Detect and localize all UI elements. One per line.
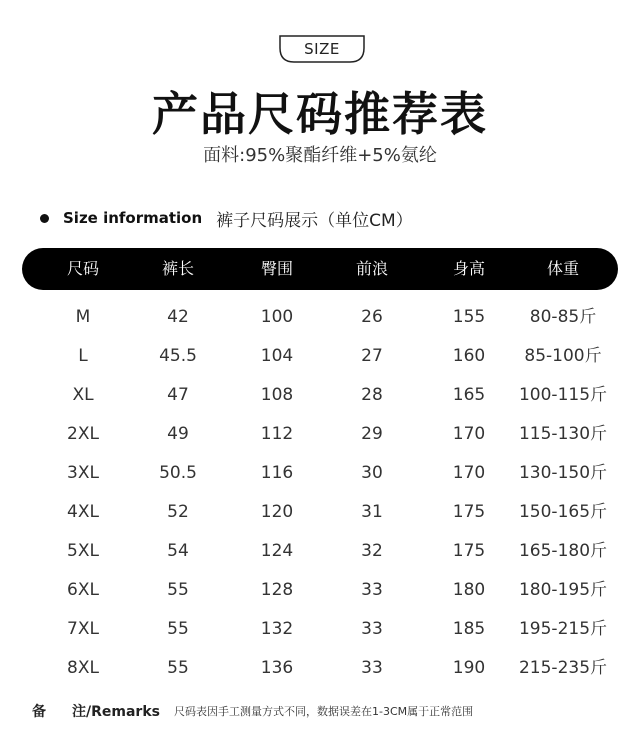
remarks	[32, 700, 473, 722]
size-table-header	[22, 248, 618, 290]
table-row	[0, 610, 640, 649]
table-row	[0, 493, 640, 532]
table-cell: 3XL	[67, 463, 99, 483]
table-cell: 33	[361, 580, 383, 600]
table-cell: 132	[260, 619, 294, 639]
table-header-cell: 臀围	[260, 259, 293, 278]
table-row	[0, 454, 640, 493]
size-tab-label: SIZE	[304, 40, 340, 58]
table-cell: 33	[361, 658, 383, 678]
table-cell: L	[78, 346, 88, 366]
table-cell: 136	[260, 658, 294, 678]
size-info-heading	[40, 206, 413, 230]
table-cell: 170	[452, 424, 486, 444]
table-header-cell: 裤长	[161, 259, 194, 278]
table-cell: 190	[452, 658, 486, 678]
table-cell: 2XL	[67, 424, 99, 444]
table-cell: 52	[167, 502, 189, 522]
table-cell: 112	[260, 424, 294, 444]
table-cell: 180-195斤	[518, 580, 608, 600]
table-cell: 165-180斤	[518, 541, 608, 561]
fabric-composition: 面料:95%聚酯纤维+5%氨纶	[203, 145, 437, 166]
table-cell: 150-165斤	[518, 502, 608, 522]
bullet-dot-icon	[40, 214, 49, 223]
table-cell: 115-130斤	[518, 424, 608, 444]
table-cell: 26	[361, 307, 383, 327]
table-cell: 104	[260, 346, 294, 366]
remarks-note: 尺码表因手工测量方式不同，数据误差在1-3CM属于正常范围	[173, 705, 474, 718]
table-cell: 28	[361, 385, 383, 405]
table-row	[0, 415, 640, 454]
table-cell: 50.5	[159, 463, 197, 483]
size-info-label-cn: 裤子尺码展示（单位CM）	[216, 210, 413, 231]
table-cell: XL	[72, 385, 94, 405]
table-cell: 100	[260, 307, 294, 327]
table-cell: 47	[167, 385, 189, 405]
table-cell: 120	[260, 502, 294, 522]
table-cell: 155	[452, 307, 486, 327]
page-title: 产品尺码推荐表	[152, 87, 488, 141]
table-cell: 31	[361, 502, 383, 522]
table-cell: 108	[260, 385, 294, 405]
table-cell: 185	[452, 619, 486, 639]
table-cell: 175	[452, 541, 486, 561]
table-cell: 4XL	[67, 502, 99, 522]
table-cell: 130-150斤	[518, 463, 608, 483]
size-info-label-en: Size information	[63, 209, 203, 227]
table-cell: 55	[167, 580, 189, 600]
table-row	[0, 337, 640, 376]
table-header-cell: 尺码	[66, 259, 99, 278]
table-cell: M	[75, 307, 91, 327]
table-cell: 100-115斤	[518, 385, 608, 405]
remarks-label-1: 备	[32, 704, 46, 720]
table-cell: 160	[452, 346, 486, 366]
table-cell: 85-100斤	[524, 346, 602, 366]
table-cell: 116	[260, 463, 294, 483]
table-row	[0, 298, 640, 337]
table-cell: 30	[361, 463, 383, 483]
table-cell: 42	[167, 307, 189, 327]
table-cell: 215-235斤	[518, 658, 608, 678]
table-cell: 8XL	[67, 658, 99, 678]
table-cell: 7XL	[67, 619, 99, 639]
table-row	[0, 649, 640, 688]
table-row	[0, 532, 640, 571]
remarks-label-2: 注/Remarks	[72, 704, 160, 720]
table-cell: 49	[167, 424, 189, 444]
table-cell: 29	[361, 424, 383, 444]
table-cell: 128	[260, 580, 294, 600]
table-header-cell: 前浪	[355, 259, 388, 278]
table-cell: 6XL	[67, 580, 99, 600]
table-cell: 170	[452, 463, 486, 483]
table-cell: 165	[452, 385, 486, 405]
table-cell: 45.5	[159, 346, 197, 366]
table-cell: 5XL	[67, 541, 99, 561]
table-cell: 55	[167, 658, 189, 678]
table-row	[0, 376, 640, 415]
table-cell: 54	[167, 541, 189, 561]
table-cell: 195-215斤	[518, 619, 608, 639]
table-cell: 80-85斤	[529, 307, 597, 327]
table-cell: 124	[260, 541, 294, 561]
table-cell: 32	[361, 541, 383, 561]
size-tab	[276, 34, 368, 64]
table-row	[0, 571, 640, 610]
table-cell: 27	[361, 346, 383, 366]
table-cell: 55	[167, 619, 189, 639]
table-header-cell: 体重	[546, 259, 579, 278]
table-cell: 180	[452, 580, 486, 600]
table-cell: 33	[361, 619, 383, 639]
table-cell: 175	[452, 502, 486, 522]
table-header-cell: 身高	[452, 259, 485, 278]
